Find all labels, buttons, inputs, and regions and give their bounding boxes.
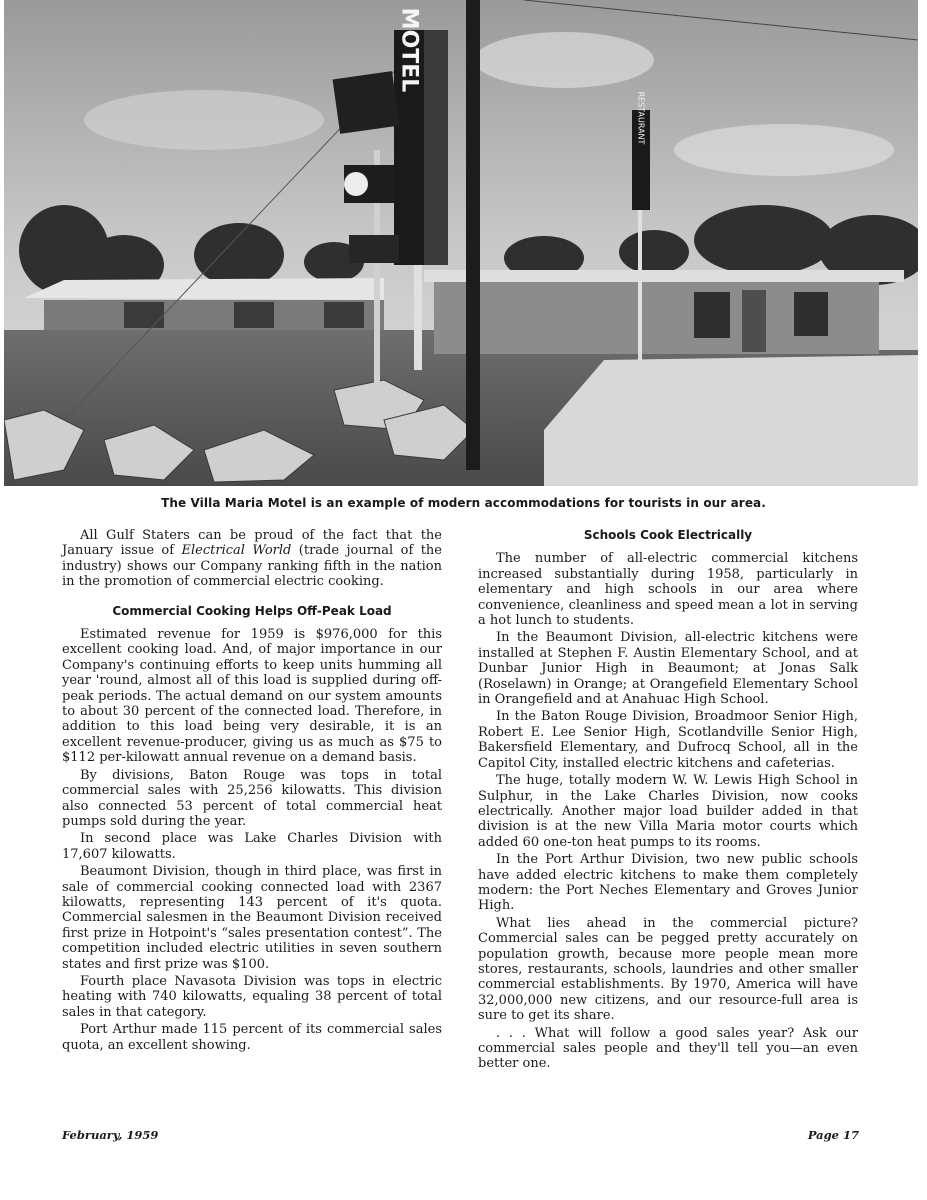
- body-paragraph: Estimated revenue for 1959 is $976,000 for this excellent cooking load. And, of major importance in our Company's continuing efforts to keep units humming all year 'round, almost all of this load is supplied during off-peak periods. The actual demand on our system amounts to about 30 percent of the connected load. Therefore, in addition to this load being very desirable, it is an excellent revenue-producer, giving us as much as $75 to $112 per-kilowatt annual revenue on a demand basis.: [62, 627, 442, 766]
- body-paragraph: By divisions, Baton Rouge was tops in total commercial sales with 25,256 kilowatts. This division also connected 53 percent of total commercial heat pumps sold during the year.: [62, 767, 442, 829]
- body-paragraph: In the Baton Rouge Division, Broadmoor Senior High, Robert E. Lee Senior High, Scotlandville Senior High, Bakersfield Elementary, and Dufrocq School, all in the Capitol City, installed electric kitchens and cafeterias.: [478, 709, 858, 771]
- body-paragraph: Beaumont Division, though in third place, was first in sale of commercial cooking connected load with 2367 kilowatts, representing 143 percent of it's quota. Commercial salesmen in the Beaumont Division received first prize in Hotpoint's “sales presentation contest”. The competition included electric utilities in seven southern states and first prize was $100.: [62, 864, 442, 972]
- page-number: Page 17: [807, 1128, 859, 1142]
- motel-photo: [4, 0, 918, 486]
- restaurant-sign-text: RESTAURANT: [636, 91, 646, 145]
- body-paragraph: What lies ahead in the commercial picture? Commercial sales can be pegged pretty accurately on population growth, because more people mean more stores, restaurants, schools, laundries and other smaller commercial establishments. By 1970, America will have 32,000,000 new citizens, and our resource-full area is sure to get its share.: [478, 915, 858, 1024]
- footer-date: February, 1959: [62, 1128, 159, 1142]
- body-paragraph: The huge, totally modern W. W. Lewis High School in Sulphur, in the Lake Charles Division, now cooks electrically. Another major load builder added in that division is at the new Villa Maria motor courts which added 60 one-ton heat pumps to its rooms.: [478, 773, 858, 850]
- motel-sign-text: MOTEL: [396, 7, 422, 93]
- body-paragraph: In the Port Arthur Division, two new public schools have added electric kitchens to make them completely modern: the Port Neches Elementary and Groves Junior High.: [478, 852, 858, 914]
- left-column: [62, 528, 442, 1055]
- right-column: [478, 528, 858, 1074]
- body-paragraph: Fourth place Navasota Division was tops in electric heating with 740 kilowatts, equaling 38 percent of total sales in that category.: [62, 973, 442, 1020]
- body-paragraph: In second place was Lake Charles Division with 17,607 kilowatts.: [62, 831, 442, 862]
- body-paragraph: Port Arthur made 115 percent of its commercial sales quota, an excellent showing.: [62, 1022, 442, 1053]
- body-paragraph: . . . What will follow a good sales year? Ask our commercial sales people and they'll tell you—an even better one.: [478, 1025, 858, 1072]
- section-heading-schools: Schools Cook Electrically: [583, 528, 753, 542]
- body-paragraph: The number of all-electric commercial kitchens increased substantially during 1958, particularly in elementary and high schools in our area where convenience, cleanliness and speed mean a lot in serving a hot lunch to students.: [478, 551, 858, 629]
- photo-caption: The Villa Maria Motel is an example of modern accommodations for tourists in our area.: [161, 496, 766, 510]
- section-heading-commercial-cooking: Commercial Cooking Helps Off-Peak Load: [112, 603, 392, 618]
- intro-paragraph: All Gulf Staters can be proud of the fact that the January issue of Electrical World (trade journal of the industry) shows our Company ranking fifth in the nation in the promotion of commercial electric cooking.: [62, 528, 442, 590]
- body-paragraph: In the Beaumont Division, all-electric kitchens were installed at Stephen F. Austin Elementary School, and at Dunbar Junior High in Beaumont; at Jonas Salk (Roselawn) in Orange; at Orangefield Elementary School in Orangefield and at Anahuac High School.: [478, 630, 858, 708]
